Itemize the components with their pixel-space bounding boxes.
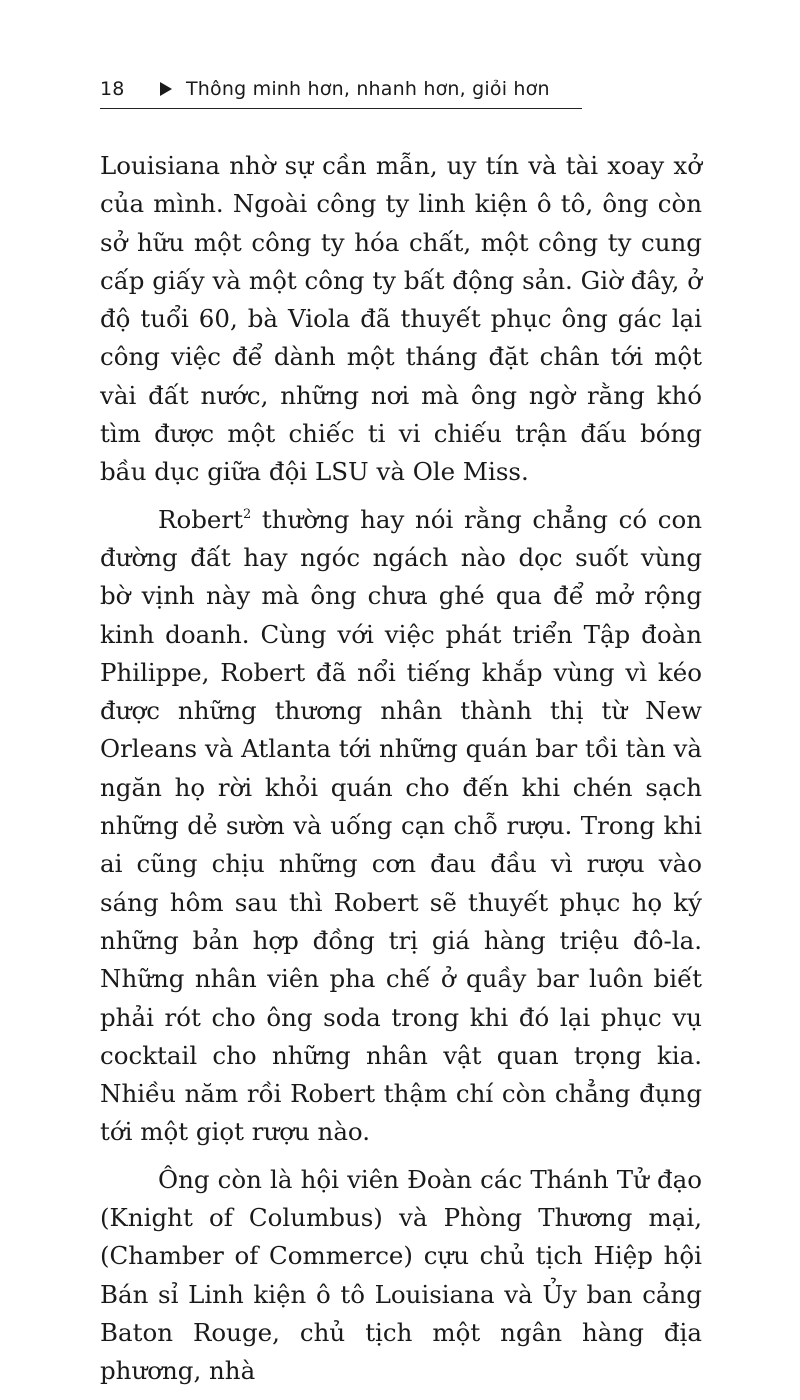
paragraph-2-text: thường hay nói rằng chẳng có con đường đất hay ngóc ngách nào dọc suốt vùng bờ vịnh này mà ông chưa ghé qua để mở rộng kinh doanh. Cùng với việc phát triển Tập đoàn Philippe, Robert đã nổi tiếng khắp vùng vì kéo được những thương nhân thành thị từ New Orleans và Atlanta tới những quán bar tồi tàn và ngăn họ rời khỏi quán cho đến khi chén sạch những dẻ sườn và uống cạn chỗ rượu. Trong khi ai cũng chịu những cơn đau đầu vì rượu vào sáng hôm sau thì Robert sẽ thuyết phục họ ký những bản hợp đồng trị giá hàng triệu đô-la. Những nhân viên pha chế ở quầy bar luôn biết phải rót cho ông soda trong khi đó lại phục vụ cocktail cho những nhân vật quan trọng kia. Nhiều năm rồi Robert thậm chí còn chẳng đụng tới một giọt rượu nào. [100, 504, 702, 1147]
page-number: 18 [100, 78, 125, 100]
running-title: Thông minh hơn, nhanh hơn, giỏi hơn [186, 78, 550, 100]
paragraph-1: Louisiana nhờ sự cần mẫn, uy tín và tài xoay xở của mình. Ngoài công ty linh kiện ô tô, ông còn sở hữu một công ty hóa chất, một công ty cung cấp giấy và một công ty bất động sản. Giờ đây, ở độ tuổi 60, bà Viola đã thuyết phục ông gác lại công việc để dành một tháng đặt chân tới một vài đất nước, những nơi mà ông ngờ rằng khó tìm được một chiếc ti vi chiếu trận đấu bóng bầu dục giữa đội LSU và Ole Miss. [100, 151, 702, 487]
body-text [100, 147, 702, 1400]
page-header [100, 70, 582, 109]
paragraph-2-lead: Robert [158, 504, 243, 534]
arrow-right-icon [160, 82, 172, 96]
footnote-marker: 2 [242, 506, 252, 522]
paragraph-2 [100, 501, 702, 1152]
paragraph-3: Ông còn là hội viên Đoàn các Thánh Tử đạo (Knight of Columbus) và Phòng Thương mại, (Chamber of Commerce) cựu chủ tịch Hiệp hội Bán sỉ Linh kiện ô tô Louisiana và Ủy ban cảng Baton Rouge, chủ tịch một ngân hàng địa phương, nhà [100, 1164, 702, 1386]
